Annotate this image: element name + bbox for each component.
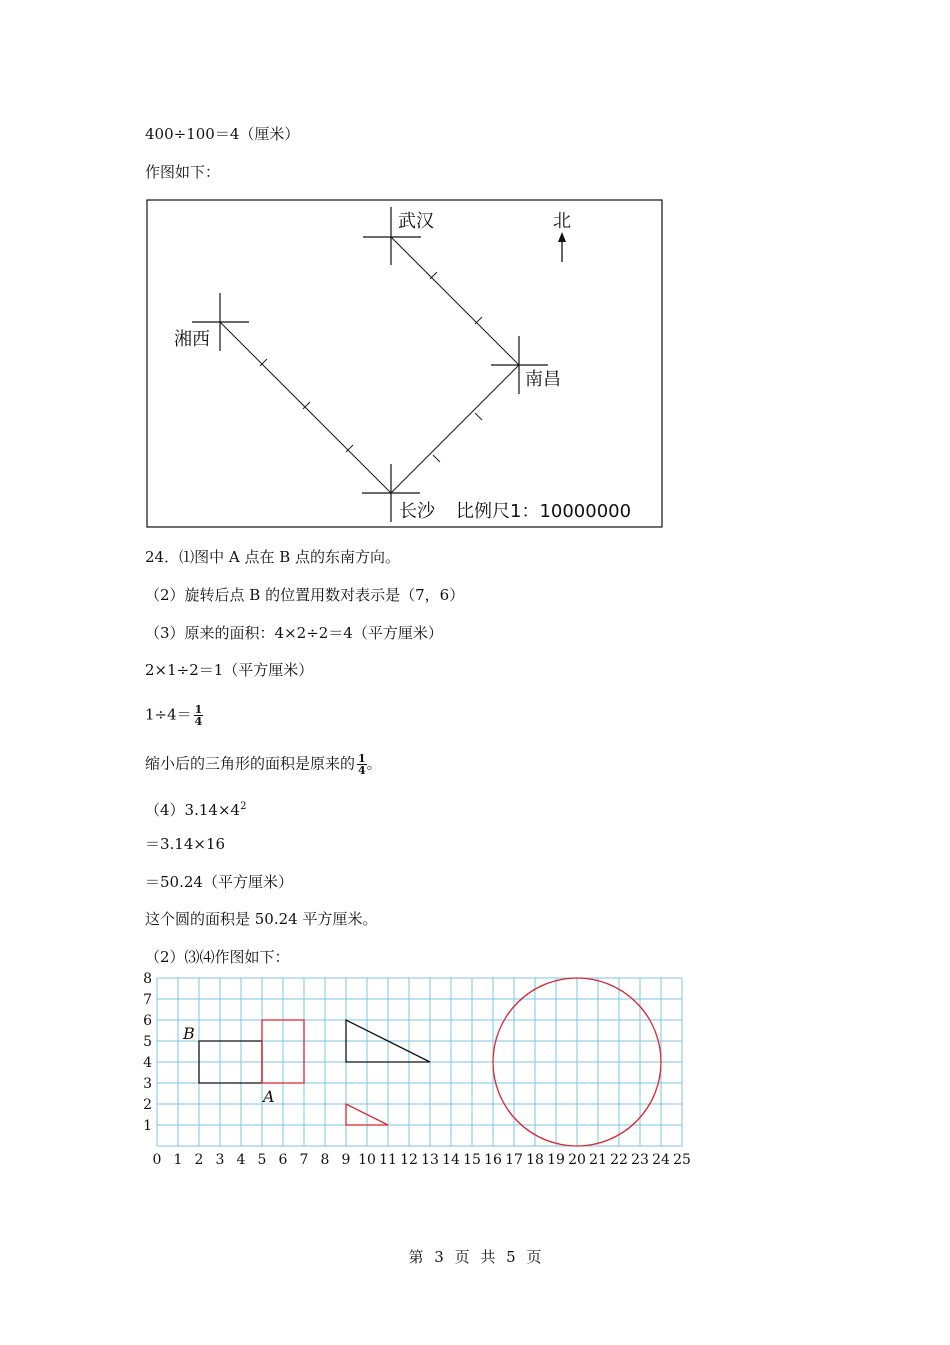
x-tick-label-4: 4 <box>236 1152 246 1168</box>
x-tick-label-18: 18 <box>526 1152 544 1168</box>
conclusion-prefix: 缩小后的三角形的面积是原来的 <box>145 754 356 773</box>
x-tick-label-16: 16 <box>484 1152 502 1168</box>
x-tick-label-24: 24 <box>652 1152 670 1168</box>
fraction-one-quarter: $\frac{1}{4}$ <box>194 703 203 728</box>
calc-line-c <box>145 704 203 727</box>
x-tick-label-13: 13 <box>421 1152 439 1168</box>
x-tick-label-21: 21 <box>589 1152 607 1168</box>
x-tick-label-2: 2 <box>194 1152 204 1168</box>
x-tick-label-3: 3 <box>215 1152 225 1168</box>
x-tick-label-23: 23 <box>631 1152 649 1168</box>
draw-intro-2: （2）⑶⑷作图如下： <box>145 948 290 966</box>
q24-part4-prefix: （4）3.14×4 <box>145 801 241 819</box>
exponent: 2 <box>240 801 247 812</box>
route-changsha-nanchang <box>391 365 519 493</box>
draw-intro: 作图如下： <box>145 163 221 181</box>
conclusion-line <box>145 753 382 776</box>
x-tick-label-7: 7 <box>299 1152 309 1168</box>
x-tick-label-1: 1 <box>173 1152 183 1168</box>
x-tick-label-22: 22 <box>610 1152 628 1168</box>
x-tick-label-12: 12 <box>400 1152 418 1168</box>
q24-part4 <box>145 797 246 820</box>
x-tick-label-0: 0 <box>152 1152 162 1168</box>
x-tick-label-20: 20 <box>568 1152 586 1168</box>
page-footer: 第 3 页 共 5 页 <box>408 1248 542 1266</box>
label-changsha: 长沙 <box>399 501 435 522</box>
y-tick-label-7: 7 <box>143 992 152 1008</box>
map-scale: 比例尺1：10000000 <box>456 501 632 522</box>
x-tick-label-11: 11 <box>379 1152 397 1168</box>
label-xiangxi: 湘西 <box>174 329 210 350</box>
route-lines <box>220 237 519 493</box>
route-ticks <box>260 272 482 462</box>
x-tick-label-15: 15 <box>463 1152 481 1168</box>
route-map-figure <box>146 199 664 529</box>
label-nanchang: 南昌 <box>525 369 561 390</box>
q24-part3: （3）原来的面积：4×2÷2＝4（平方厘米） <box>145 624 443 642</box>
x-tick-label-25: 25 <box>673 1152 691 1168</box>
y-tick-label-5: 5 <box>143 1034 152 1050</box>
fraction-one-quarter-2: $\frac{1}{4}$ <box>358 752 366 777</box>
calc-c-prefix: 1÷4＝ <box>145 705 192 724</box>
y-tick-label-2: 2 <box>143 1097 152 1113</box>
x-tick-label-8: 8 <box>320 1152 330 1168</box>
map-border <box>147 200 662 527</box>
circle-area-statement: 这个圆的面积是 50.24 平方厘米。 <box>145 910 378 928</box>
coordinate-grid-figure <box>138 972 698 1172</box>
north-arrow-icon <box>558 232 566 262</box>
route-nanchang-wuhan <box>391 237 519 365</box>
x-tick-label-5: 5 <box>257 1152 267 1168</box>
y-tick-label-3: 3 <box>143 1076 152 1092</box>
x-tick-label-14: 14 <box>442 1152 460 1168</box>
q24-part1: 24．⑴图中 A 点在 B 点的东南方向。 <box>145 548 401 566</box>
x-tick-label-19: 19 <box>547 1152 565 1168</box>
x-tick-label-6: 6 <box>278 1152 288 1168</box>
x-tick-label-9: 9 <box>341 1152 351 1168</box>
y-tick-label-4: 4 <box>143 1055 152 1071</box>
calc-line-a: 400÷100＝4（厘米） <box>145 125 300 143</box>
y-tick-label-6: 6 <box>143 1013 152 1029</box>
x-tick-label-17: 17 <box>505 1152 523 1168</box>
label-wuhan: 武汉 <box>398 211 434 232</box>
calc-line-d: ＝3.14×16 <box>145 835 226 853</box>
y-tick-label-8: 8 <box>143 972 152 987</box>
q24-part2: （2）旋转后点 B 的位置用数对表示是（7，6） <box>145 586 465 604</box>
y-tick-label-1: 1 <box>143 1118 152 1134</box>
point-label-B: B <box>183 1024 195 1043</box>
calc-line-e: ＝50.24（平方厘米） <box>145 873 293 891</box>
route-xiangxi-changsha <box>220 322 391 493</box>
x-tick-label-10: 10 <box>358 1152 376 1168</box>
city-crosshairs <box>192 207 548 522</box>
label-north: 北 <box>553 211 571 232</box>
conclusion-suffix: 。 <box>366 754 382 773</box>
point-label-A: A <box>263 1087 275 1106</box>
calc-line-b: 2×1÷2＝1（平方厘米） <box>145 661 314 679</box>
